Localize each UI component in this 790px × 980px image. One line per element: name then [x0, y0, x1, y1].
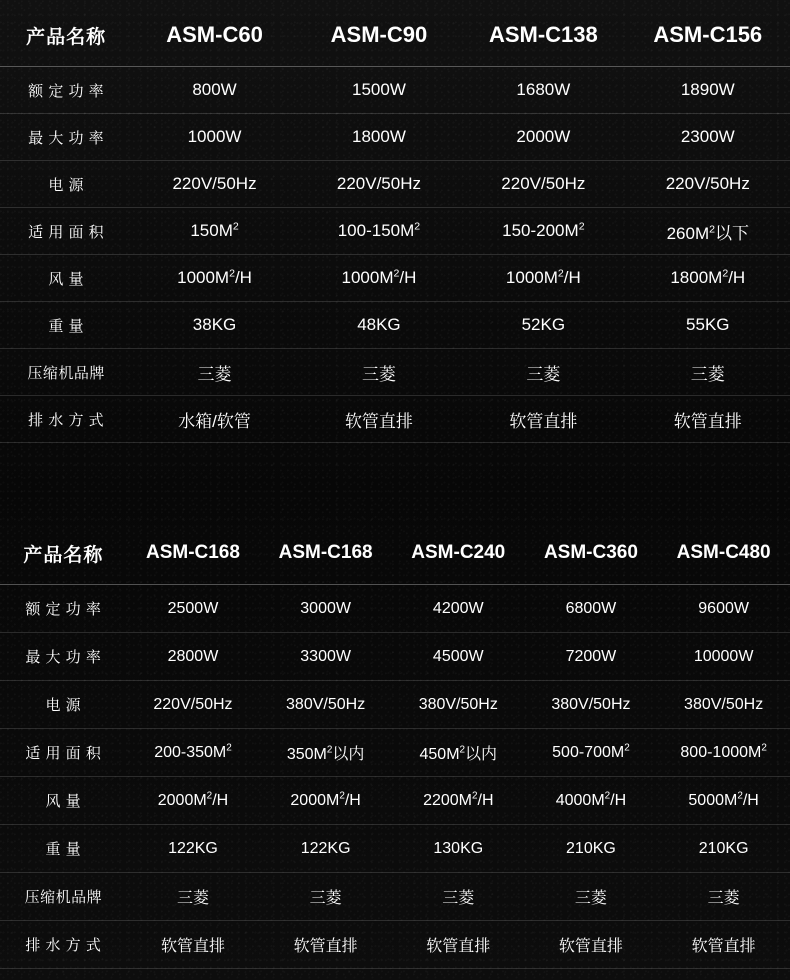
header-model-2: ASM-C90 [330, 22, 428, 47]
cell-value: 52KG [521, 315, 566, 334]
table-row [0, 777, 790, 825]
cell-value: 3000W [300, 599, 351, 617]
cell-value: 软管直排 [426, 938, 491, 955]
cell-value: 210KG [698, 839, 749, 857]
cell-value: 1800W [352, 127, 406, 146]
row-label: 电 源 [45, 697, 82, 714]
table-header-row [0, 522, 790, 585]
table-row [0, 873, 790, 921]
cell-value: 三菱 [361, 364, 396, 384]
cell-value: $150M^2$ [190, 220, 239, 240]
cell-value: 3300W [300, 647, 351, 665]
cell-value: $800-1000M^2$ [680, 742, 767, 761]
cell-value: 三菱 [574, 890, 607, 907]
cell-value: 2300W [680, 127, 735, 146]
row-label: 压缩机品牌 [27, 364, 105, 382]
cell-value: $1000M^2/H$ [341, 267, 417, 287]
section-divider-band [0, 450, 790, 522]
table-row [0, 349, 790, 396]
header-model-3: ASM-C240 [411, 542, 506, 563]
cell-value: 1500W [352, 80, 406, 99]
cell-value: 三菱 [442, 890, 475, 907]
spec-table-block-1 [0, 0, 790, 443]
spec-table-1 [0, 4, 790, 443]
cell-value: 三菱 [690, 364, 725, 384]
cell-value: $2000M^2/H$ [157, 790, 229, 809]
table-row [0, 825, 790, 873]
cell-value: 三菱 [309, 890, 342, 907]
row-label: 最 大 功 率 [28, 129, 105, 147]
cell-value: 122KG [300, 839, 351, 857]
table-row [0, 633, 790, 681]
row-label: 额 定 功 率 [25, 601, 102, 618]
cell-value: 220V/50Hz [336, 174, 421, 193]
spec-table-2-head [0, 522, 790, 585]
cell-value: 220V/50Hz [665, 174, 750, 193]
header-model-4: ASM-C360 [543, 542, 638, 563]
table-row [0, 921, 790, 969]
row-label: 最 大 功 率 [25, 649, 102, 666]
cell-value: 三菱 [197, 364, 232, 384]
cell-value: 380V/50Hz [551, 695, 631, 713]
row-label: 适 用 面 积 [25, 745, 102, 762]
cell-value: 三菱 [707, 890, 740, 907]
table-row [0, 729, 790, 777]
header-model-4: ASM-C156 [653, 22, 763, 47]
table-header-row [0, 4, 790, 67]
cell-value: 4200W [432, 599, 484, 617]
table-row [0, 67, 790, 114]
cell-value: 38KG [192, 315, 237, 334]
cell-value: 10000W [693, 647, 754, 665]
header-model-1: ASM-C168 [145, 542, 240, 563]
cell-value: 48KG [357, 315, 401, 334]
row-label: 风 量 [48, 270, 84, 288]
cell-value: $2000M^2/H$ [290, 790, 361, 809]
header-model-1: ASM-C60 [166, 22, 263, 47]
header-model-3: ASM-C138 [488, 22, 598, 47]
cell-value: 水箱/软管 [178, 411, 251, 431]
cell-value: 2500W [167, 599, 219, 617]
row-label: 重 量 [45, 841, 82, 858]
row-label: 电 源 [48, 176, 84, 194]
cell-value: 380V/50Hz [684, 695, 764, 713]
cell-value: 122KG [168, 839, 218, 857]
cell-value: 210KG [566, 839, 616, 857]
cell-value: 软管直排 [691, 938, 756, 955]
cell-value: 软管直排 [509, 411, 578, 431]
row-label: 适 用 面 积 [28, 223, 105, 241]
table-row [0, 114, 790, 161]
cell-value: 软管直排 [673, 411, 742, 431]
row-label: 排 水 方 式 [28, 411, 105, 429]
cell-value: 7200W [565, 647, 617, 665]
row-label: 重 量 [48, 317, 84, 335]
cell-value: 220V/50Hz [172, 174, 257, 193]
cell-value: $1000M^2/H$ [505, 267, 581, 287]
row-label: 排 水 方 式 [25, 937, 102, 954]
cell-value: $350M^2$以内 [286, 744, 365, 763]
spec-table-2 [0, 522, 790, 969]
table-row [0, 161, 790, 208]
cell-value: 220V/50Hz [153, 695, 233, 713]
table-row [0, 255, 790, 302]
cell-value: 软管直排 [160, 938, 225, 955]
cell-value: $260M^2$以下 [666, 222, 749, 243]
cell-value: 800W [192, 80, 237, 99]
cell-value: $150-200M^2$ [502, 220, 585, 240]
row-label: 额 定 功 率 [28, 82, 105, 100]
row-label: 压缩机品牌 [24, 889, 103, 906]
spec-table-2-body [0, 585, 790, 969]
cell-value: $1000M^2/H$ [177, 267, 252, 287]
table-row [0, 208, 790, 255]
spec-table-block-2 [0, 522, 790, 969]
cell-value: 三菱 [176, 890, 209, 907]
cell-value: 软管直排 [293, 938, 358, 955]
cell-value: 380V/50Hz [286, 695, 366, 713]
header-model-5: ASM-C480 [676, 542, 771, 563]
cell-value: 380V/50Hz [418, 695, 498, 713]
cell-value: 1000W [187, 127, 242, 146]
cell-value: 1890W [680, 80, 735, 99]
cell-value: 9600W [698, 599, 749, 617]
table-row [0, 681, 790, 729]
table-row [0, 396, 790, 443]
cell-value: 1680W [516, 80, 571, 99]
cell-value: $500-700M^2$ [552, 742, 630, 761]
header-product-name: 产品名称 [23, 544, 104, 566]
table-row [0, 302, 790, 349]
table-row [0, 585, 790, 633]
cell-value: $450M^2$以内 [419, 744, 498, 763]
spec-table-1-head [0, 4, 790, 67]
cell-value: 4500W [432, 647, 484, 665]
cell-value: 6800W [565, 599, 617, 617]
header-model-2: ASM-C168 [278, 542, 373, 563]
cell-value: 软管直排 [344, 411, 413, 431]
cell-value: $5000M^2/H$ [688, 790, 759, 809]
cell-value: $100-150M^2$ [337, 220, 421, 240]
cell-value: $2200M^2/H$ [423, 790, 494, 809]
cell-value: $200-350M^2$ [154, 742, 232, 761]
cell-value: $4000M^2/H$ [555, 790, 627, 809]
cell-value: 2800W [167, 647, 219, 665]
header-product-name: 产品名称 [26, 26, 107, 48]
row-label: 风 量 [45, 793, 82, 810]
cell-value: 130KG [433, 839, 484, 857]
cell-value: 软管直排 [558, 938, 623, 955]
spec-table-1-body [0, 67, 790, 443]
cell-value: 2000W [516, 127, 571, 146]
cell-value: 220V/50Hz [501, 174, 586, 193]
cell-value: 三菱 [526, 364, 561, 384]
cell-value: 55KG [686, 315, 730, 334]
cell-value: $1800M^2/H$ [670, 267, 746, 287]
